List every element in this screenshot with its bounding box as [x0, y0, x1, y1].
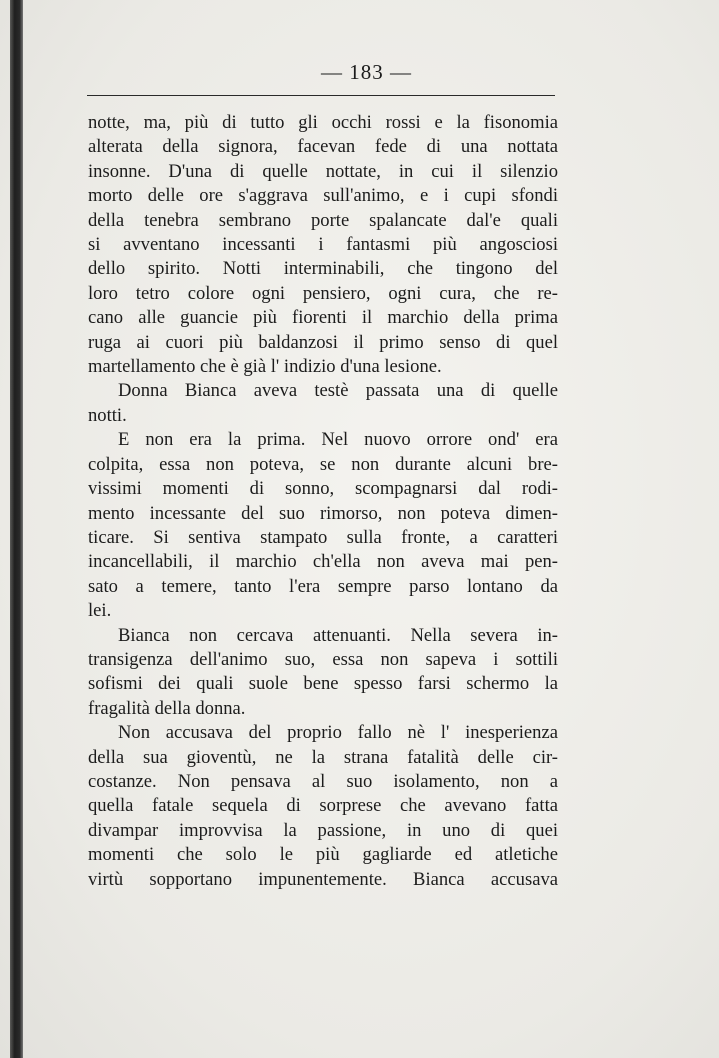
text-line: Donna Bianca aveva testè passata una di quelle — [118, 380, 558, 402]
page-number: — 183 — — [321, 60, 412, 84]
text-line: vissimi momenti di sonno, scompagnarsi dal rodi- — [88, 478, 558, 500]
text-line: colpita, essa non poteva, se non durante alcuni bre- — [88, 453, 558, 475]
text-line: sato a temere, tanto l'era sempre parso lontano da — [88, 575, 558, 597]
body-text — [88, 111, 558, 892]
text-line: notte, ma, più di tutto gli occhi rossi e la fisonomia — [88, 112, 558, 133]
text-line: fragalità della donna. — [88, 697, 246, 719]
text-line: mento incessante del suo rimorso, non poteva dimen- — [88, 502, 558, 524]
text-line: cano alle guancie più fiorenti il marchio della prima — [88, 307, 558, 329]
text-line: ticare. Si sentiva stampato sulla fronte, a caratteri — [88, 526, 558, 548]
paragraph-3 — [88, 428, 558, 623]
paragraph-2 — [88, 379, 558, 428]
text-line: si avventano incessanti i fantasmi più angosciosi — [88, 234, 558, 256]
text-line: ruga ai cuori più baldanzosi il primo senso di quel — [88, 331, 558, 353]
text-line: incancellabili, il marchio ch'ella non aveva mai pen- — [88, 551, 558, 573]
text-line: alterata della signora, facevan fede di una nottata — [88, 136, 558, 158]
text-line: insonne. D'una di quelle nottate, in cui il silenzio — [88, 160, 558, 182]
text-line: loro tetro colore ogni pensiero, ogni cura, che re- — [88, 282, 558, 304]
text-line: E non era la prima. Nel nuovo orrore ond' era — [118, 429, 558, 451]
text-line: Bianca non cercava attenuanti. Nella severa in- — [118, 624, 558, 646]
paragraph-4 — [88, 624, 558, 722]
text-line: notti. — [88, 404, 127, 426]
text-line: dello spirito. Notti interminabili, che tingono del — [88, 258, 558, 280]
text-line: sofismi dei quali suole bene spesso farsi schermo la — [88, 673, 558, 695]
header-rule — [87, 95, 555, 96]
text-line: costanze. Non pensava al suo isolamento, non a — [88, 770, 558, 792]
text-line: quella fatale sequela di sorprese che avevano fatta — [88, 795, 558, 817]
text-line: momenti che solo le più gagliarde ed atletiche — [88, 844, 558, 866]
paragraph-1 — [88, 111, 558, 379]
paragraph-5 — [88, 721, 558, 892]
text-line: transigenza dell'animo suo, essa non sapeva i sottili — [88, 648, 558, 670]
book-spine-shadow — [10, 0, 23, 1058]
text-line: lei. — [88, 600, 112, 622]
text-line: divampar improvvisa la passione, in uno di quei — [88, 819, 558, 841]
text-line: morto delle ore s'aggrava sull'animo, e i cupi sfondi — [88, 185, 558, 207]
text-line: Non accusava del proprio fallo nè l' inesperienza — [118, 722, 558, 744]
text-line: della sua gioventù, ne la strana fatalità delle cir- — [88, 746, 558, 768]
text-line: martellamento che è già l' indizio d'una lesione. — [88, 356, 442, 378]
text-line: della tenebra sembrano porte spalancate dal'e quali — [88, 209, 558, 231]
text-line: virtù sopportano impunentemente. Bianca accusava — [88, 868, 558, 890]
